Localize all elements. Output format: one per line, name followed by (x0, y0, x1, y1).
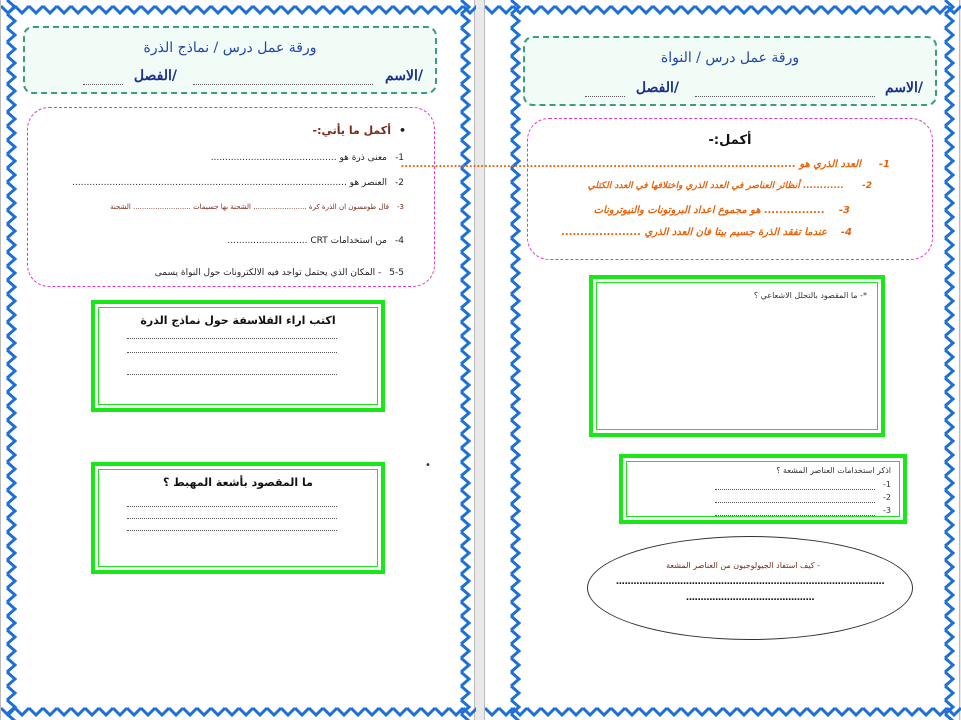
use-item-2: 2- (883, 493, 891, 502)
header-box (523, 36, 937, 106)
class-blank[interactable] (83, 84, 123, 85)
left-zigzag-border (3, 0, 19, 720)
name-label: الاسم/ (384, 68, 423, 84)
class-label: الفصل/ (133, 68, 177, 84)
answer-line[interactable] (715, 515, 875, 516)
right-zigzag-border (457, 0, 473, 720)
cathode-rays-box (91, 462, 385, 574)
question-4: 4-من استخدامات CRT ............................ (227, 236, 404, 246)
complete-item-3: 3-................ هو مجموع اعداد البروتونات والنيوترونات (593, 205, 850, 216)
top-zigzag-border (1, 2, 476, 16)
answer-line[interactable] (127, 374, 337, 375)
answer-line[interactable] (127, 506, 337, 507)
cathode-rays-title: ما المقصود بأشعة المهبط ؟ (163, 476, 313, 489)
top-zigzag-border (485, 2, 961, 16)
answer-line[interactable] (127, 352, 337, 353)
answer-line[interactable] (715, 489, 875, 490)
question-5: 5-5- المكان الذي يحتمل تواجد فيه الالكترونات حول النواة يسمى (154, 268, 404, 278)
right-zigzag-border (941, 0, 957, 720)
section-title: أكمل ما يأتي:- (312, 124, 391, 137)
name-blank[interactable] (193, 84, 373, 85)
answer-line-2[interactable]: ............................................ (685, 593, 815, 603)
left-zigzag-border (507, 0, 523, 720)
bottom-zigzag-border (1, 704, 476, 718)
philosophers-box (91, 300, 385, 412)
philosophers-title: اكتب اراء الفلاسفة حول نماذج الذرة (140, 314, 336, 327)
radioactive-decay-box (589, 275, 885, 437)
complete-section (400, 118, 933, 260)
section-heading (313, 124, 406, 137)
radioactive-uses-title: اذكر استخدامات العناصر المشعة ؟ (776, 466, 891, 475)
radioactive-decay-title: *- ما المقصود بالتحلل الاشعاعي ؟ (753, 291, 867, 300)
answer-line[interactable] (127, 338, 337, 339)
section-title: أكمل:- (708, 133, 752, 148)
name-label: الاسم/ (884, 80, 923, 96)
answer-line[interactable] (127, 518, 337, 519)
stray-bullet-icon: • (425, 460, 431, 471)
name-blank[interactable] (695, 96, 875, 97)
complete-item-2: 2-............ أنظائر العناصر في العدد الذري واختلافها في العدد الكتلي (587, 181, 872, 191)
question-3: 3-قال طومسون ان الذرة كرة ........................ الشحنة بها جسيمات .......................... الشحنة (110, 203, 404, 211)
complete-item-4: 4-عندما تفقد الذرة جسيم بيتا فان العدد الذري ..................... (561, 227, 852, 238)
bottom-zigzag-border (485, 704, 961, 718)
use-item-1: 1- (883, 480, 891, 489)
answer-line-1[interactable]: ............................................................................................ (615, 577, 885, 587)
question-2: 2-العنصر هو ................................................................................................ (72, 178, 404, 188)
answer-line[interactable] (715, 502, 875, 503)
answer-line[interactable] (127, 530, 337, 531)
complete-item-1: 1-العدد الذري هو ........................................................................................................ (400, 159, 890, 170)
class-blank[interactable] (585, 96, 625, 97)
complete-section (27, 107, 435, 287)
page-title: ورقة عمل درس / النواة (660, 50, 800, 66)
right-worksheet-page (400, 0, 960, 720)
header-box (23, 26, 437, 94)
geologists-question: - كيف استفاد الجيولوجيون من العناصر المشعة (666, 561, 820, 570)
question-1: 1-معنى ذرة هو ............................................ (210, 153, 404, 163)
page-title: ورقة عمل درس / نماذج الذرة (143, 40, 317, 56)
bullet-icon: • (398, 124, 406, 137)
left-worksheet-page (0, 0, 475, 720)
geologists-ellipse (587, 536, 913, 640)
radioactive-uses-box (619, 454, 907, 524)
class-label: الفصل/ (635, 80, 679, 96)
use-item-3: 3- (883, 506, 891, 515)
